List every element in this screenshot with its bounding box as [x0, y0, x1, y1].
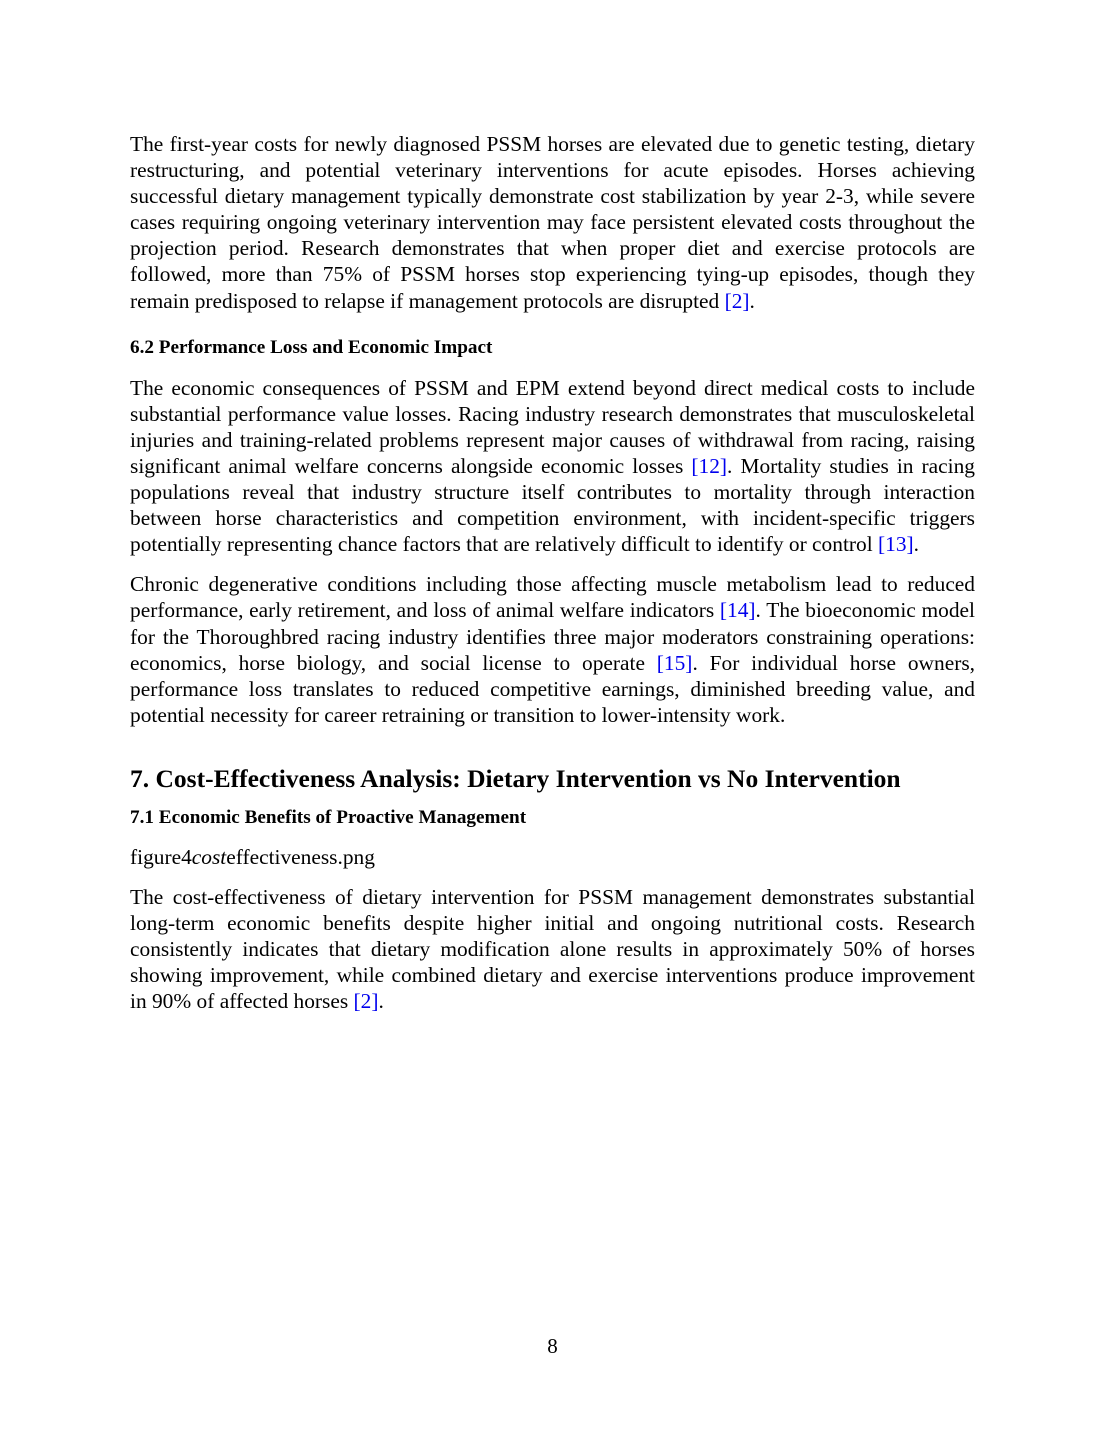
citation-link-15[interactable]: [15]	[656, 650, 693, 675]
paragraph-text: The first-year costs for newly diagnosed PSSM horses are elevated due to genetic testing, dietary restructuring, and potential veterinary interventions for acute episodes. Horses achieving successful dietary management typically demonstrate cost stabilization by year 2-3, while severe cases requiring ongoing veterinary intervention may face persistent elevated costs throughout the projection period. Research demonstrates that when proper diet and exercise protocols are followed, more than 75% of PSSM horses stop experiencing tying-up episodes, though they remain predisposed to relapse if management protocols are disrupted	[130, 132, 975, 313]
subsection-heading-6-2: 6.2 Performance Loss and Economic Impact	[130, 336, 493, 358]
figure-placeholder-filename	[130, 844, 975, 870]
paragraph-text: . Mortality studies in racing populations reveal that industry structure itself contributes to mortality through interaction between horse characteristics and competition environment, with incident-specific triggers potentially representing chance factors that are relatively difficult to identify or control	[130, 453, 975, 557]
citation-link-2[interactable]: [2]	[724, 288, 750, 313]
subsection-heading-7-1: 7.1 Economic Benefits of Proactive Management	[130, 806, 527, 828]
citation-link-13[interactable]: [13]	[878, 532, 914, 557]
citation-link-2[interactable]: [2]	[353, 989, 379, 1014]
figure-filename-italic: cost	[191, 844, 227, 869]
figure-filename-suffix: effectiveness.png	[226, 844, 375, 869]
page-number: 8	[547, 1334, 558, 1358]
paragraph-end: .	[378, 989, 384, 1014]
paragraph-text: The cost-effectiveness of dietary intervention for PSSM management demonstrates substantial long-term economic benefits despite higher initial and ongoing nutritional costs. Research consistently indicates that dietary modification alone results in approximately 50% of horses showing improvement, while combined dietary and exercise interventions produce improvement in 90% of affected horses	[130, 884, 975, 1014]
paragraph-chronic-conditions	[130, 571, 975, 728]
paragraph-text: The economic consequences of PSSM and EPM extend beyond direct medical costs to include substantial performance value losses. Racing industry research demonstrates that musculoskeletal injuries and training-related problems represent major causes of withdrawal from racing, raising significant animal welfare concerns alongside economic losses	[130, 375, 975, 478]
citation-link-14[interactable]: [14]	[719, 598, 756, 623]
paragraph-text: . The bioeconomic model for the Thoroughbred racing industry identifies three major moderators constraining operations: economics, horse biology, and social license to operate	[130, 598, 975, 675]
section-heading-7: 7. Cost-Effectiveness Analysis: Dietary Intervention vs No Intervention	[130, 763, 901, 793]
paragraph-text: . For individual horse owners, performance loss translates to reduced competitive earnings, diminished breeding value, and potential necessity for career retraining or transition to lower-intensity work.	[130, 650, 975, 727]
paragraph-text: Chronic degenerative conditions including those affecting muscle metabolism lead to reduced performance, early retirement, and loss of animal welfare indicators	[130, 572, 975, 623]
paragraph-end: .	[913, 532, 919, 557]
figure-filename-prefix: figure4	[130, 844, 192, 869]
citation-link-12[interactable]: [12]	[691, 453, 728, 478]
paragraph-first-year-costs	[130, 131, 975, 314]
paragraph-economic-consequences	[130, 375, 975, 558]
paragraph-cost-effectiveness	[130, 884, 975, 1014]
paragraph-end: .	[749, 288, 755, 313]
page-content	[130, 131, 975, 1014]
